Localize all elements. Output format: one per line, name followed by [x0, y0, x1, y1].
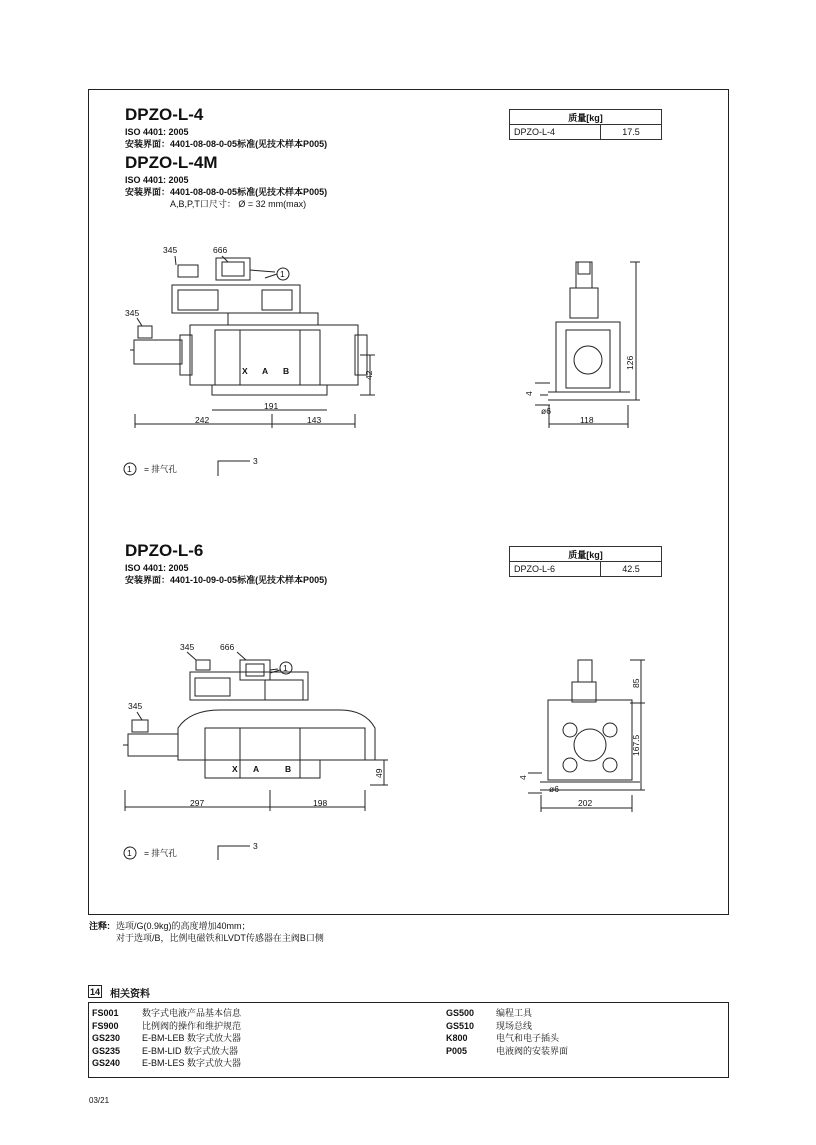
- svg-text:A: A: [262, 366, 269, 376]
- iso-standard: ISO 4401: 2005: [125, 563, 189, 573]
- svg-text:= 排气孔: = 排气孔: [144, 848, 177, 858]
- svg-text:666: 666: [213, 245, 228, 255]
- mass-table: 质量[kg] DPZO-L-4 17.5: [509, 109, 662, 140]
- svg-text:B: B: [283, 366, 290, 376]
- svg-text:242: 242: [195, 415, 210, 425]
- note-label: 注释:: [89, 921, 110, 931]
- iso-standard: ISO 4401: 2005: [125, 127, 189, 137]
- svg-text:345: 345: [180, 642, 195, 652]
- svg-text:1: 1: [280, 269, 285, 279]
- mounting-interface: 安装界面：4401-08-08-0-05标准(见技术样本P005): [125, 187, 328, 197]
- svg-text:49: 49: [374, 768, 384, 778]
- note-line-2: 对于选项/B，比例电磁铁和LVDT传感器在主阀B口侧: [116, 933, 324, 943]
- list-item: GS510 现场总线: [446, 1020, 533, 1031]
- mass-table: 质量[kg] DPZO-L-6 42.5: [509, 546, 662, 577]
- list-item: K800 电气和电子插头: [446, 1033, 560, 1043]
- list-item: P005 电液阀的安装界面: [446, 1045, 569, 1056]
- ref-right-list: [446, 1007, 568, 1057]
- ref-left-list: [92, 1007, 241, 1070]
- svg-text:= 排气孔: = 排气孔: [144, 464, 177, 474]
- model-title-dpzo-l-6: DPZO-L-6: [125, 541, 204, 560]
- note-line-1: 选项/G(0.9kg)的高度增加40mm；: [116, 921, 251, 931]
- svg-text:198: 198: [313, 798, 328, 808]
- svg-text:167.5: 167.5: [631, 734, 641, 756]
- svg-text:X: X: [232, 764, 238, 774]
- svg-text:1: 1: [283, 663, 288, 673]
- list-item: FS001 数字式电液产品基本信息: [92, 1008, 242, 1018]
- model-title-dpzo-l-4m: DPZO-L-4M: [125, 153, 218, 172]
- svg-text:A: A: [253, 764, 260, 774]
- svg-text:85: 85: [631, 678, 641, 688]
- list-item: GS500 编程工具: [446, 1008, 533, 1018]
- list-item: GS240 E-BM-LES 数字式放大器: [92, 1058, 242, 1068]
- list-item: GS235 E-BM-LID 数字式放大器: [92, 1045, 239, 1056]
- svg-text:B: B: [285, 764, 292, 774]
- svg-text:202: 202: [578, 798, 593, 808]
- svg-text:297: 297: [190, 798, 205, 808]
- model-title-dpzo-l-4: DPZO-L-4: [125, 105, 204, 124]
- svg-text:143: 143: [307, 415, 322, 425]
- svg-text:126: 126: [625, 355, 635, 370]
- list-item: FS900 比例阀的操作和维护规范: [92, 1020, 242, 1031]
- svg-text:345: 345: [125, 308, 140, 318]
- mounting-interface: 安装界面：4401-10-09-0-05标准(见技术样本P005): [125, 575, 328, 585]
- section-number: 14: [89, 987, 100, 997]
- iso-standard: ISO 4401: 2005: [125, 175, 189, 185]
- svg-text:666: 666: [220, 642, 235, 652]
- mounting-interface: 安装界面：4401-08-08-0-05标准(见技术样本P005): [125, 139, 328, 149]
- svg-text:191: 191: [264, 401, 279, 411]
- svg-text:118: 118: [580, 415, 594, 425]
- svg-text:X: X: [242, 366, 248, 376]
- svg-text:1: 1: [127, 464, 132, 474]
- svg-text:ø6: ø6: [541, 406, 551, 416]
- svg-text:42: 42: [364, 370, 374, 380]
- svg-text:4: 4: [518, 775, 528, 780]
- page-number: 03/21: [89, 1096, 110, 1105]
- svg-text:4: 4: [524, 391, 534, 396]
- svg-text:ø6: ø6: [549, 784, 559, 794]
- svg-text:1: 1: [127, 848, 132, 858]
- svg-text:345: 345: [128, 701, 143, 711]
- svg-text:3: 3: [253, 841, 258, 851]
- port-size-note: A,B,P,T口尺寸： Ø = 32 mm(max): [170, 199, 307, 209]
- list-item: GS230 E-BM-LEB 数字式放大器: [92, 1033, 242, 1043]
- svg-text:3: 3: [253, 456, 258, 466]
- section-title: 相关资料: [110, 989, 150, 1000]
- svg-text:345: 345: [163, 245, 178, 255]
